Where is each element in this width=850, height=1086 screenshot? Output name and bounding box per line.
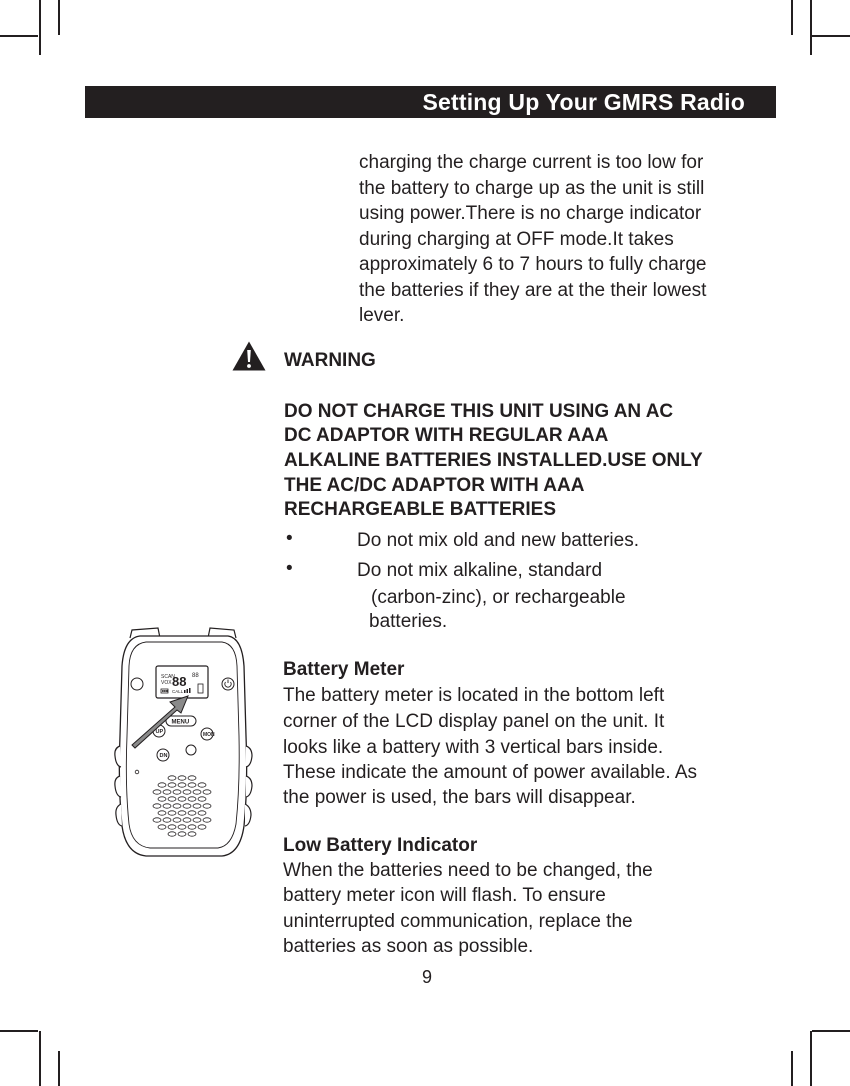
svg-text:MENU: MENU [171, 719, 190, 726]
paragraph-line: lever. [359, 305, 405, 326]
crop-mark [0, 35, 38, 37]
paragraph-line: looks like a battery with 3 vertical bars inside. [283, 737, 664, 758]
crop-mark [812, 35, 850, 37]
svg-text:DN: DN [159, 753, 168, 759]
crop-mark [812, 1030, 850, 1032]
bullet-marker: • [286, 528, 293, 549]
warning-line: DO NOT CHARGE THIS UNIT USING AN AC [284, 401, 674, 422]
svg-text:MON: MON [203, 732, 215, 738]
paragraph-line: uninterrupted communication, replace the [283, 911, 633, 932]
paragraph-line: the batteries if they are at the their lowest [359, 280, 707, 301]
bullet-text: (carbon-zinc), or rechargeable [371, 587, 626, 608]
svg-text:SCAN: SCAN [161, 674, 175, 680]
svg-text:VOX: VOX [161, 680, 172, 686]
paragraph-line: using power.There is no charge indicator [359, 203, 702, 224]
crop-mark [39, 1031, 41, 1086]
crop-mark [810, 1031, 812, 1086]
radio-illustration [112, 626, 256, 862]
crop-mark [810, 0, 812, 55]
paragraph-line: the power is used, the bars will disappear. [283, 787, 636, 808]
bullet-text: batteries. [369, 611, 448, 632]
paragraph-line: corner of the LCD display panel on the unit. It [283, 711, 665, 732]
svg-text:88: 88 [192, 673, 199, 679]
paragraph-line: These indicate the amount of power available. As [283, 762, 698, 783]
crop-mark [791, 1051, 793, 1086]
svg-text:88: 88 [172, 674, 187, 689]
crop-mark [39, 0, 41, 55]
svg-text:UP: UP [155, 729, 164, 735]
paragraph-line: battery meter icon will flash. To ensure [283, 885, 606, 906]
low-battery-heading: Low Battery Indicator [283, 835, 478, 856]
paragraph-line: When the batteries need to be changed, the [283, 860, 653, 881]
bullet-marker: • [286, 558, 293, 579]
bullet-text: Do not mix old and new batteries. [357, 530, 639, 551]
warning-line: DC ADAPTOR WITH REGULAR AAA [284, 425, 609, 446]
paragraph-line: approximately 6 to 7 hours to fully charge [359, 254, 707, 275]
section-header-bar [85, 86, 776, 118]
bullet-text: Do not mix alkaline, standard [357, 560, 603, 581]
battery-meter-heading: Battery Meter [283, 659, 405, 680]
section-title: Setting Up Your GMRS Radio [422, 89, 745, 115]
paragraph-line: during charging at OFF mode.It takes [359, 229, 674, 250]
page-number: 9 [421, 967, 432, 987]
crop-mark [58, 0, 60, 35]
paragraph-line: the battery to charge up as the unit is still [359, 178, 705, 199]
warning-line: RECHARGEABLE BATTERIES [284, 499, 556, 520]
paragraph-line: charging the charge current is too low for [359, 152, 704, 173]
paragraph-line: batteries as soon as possible. [283, 936, 534, 957]
warning-heading: WARNING [284, 350, 376, 371]
crop-mark [791, 0, 793, 35]
crop-mark [58, 1051, 60, 1086]
svg-text:CALL: CALL [172, 689, 184, 694]
warning-line: ALKALINE BATTERIES INSTALLED.USE ONLY [284, 450, 703, 471]
paragraph-line: The battery meter is located in the bottom left [283, 685, 665, 706]
warning-triangle-icon [231, 340, 267, 372]
crop-mark [0, 1030, 38, 1032]
warning-line: THE AC/DC ADAPTOR WITH AAA [284, 475, 585, 496]
